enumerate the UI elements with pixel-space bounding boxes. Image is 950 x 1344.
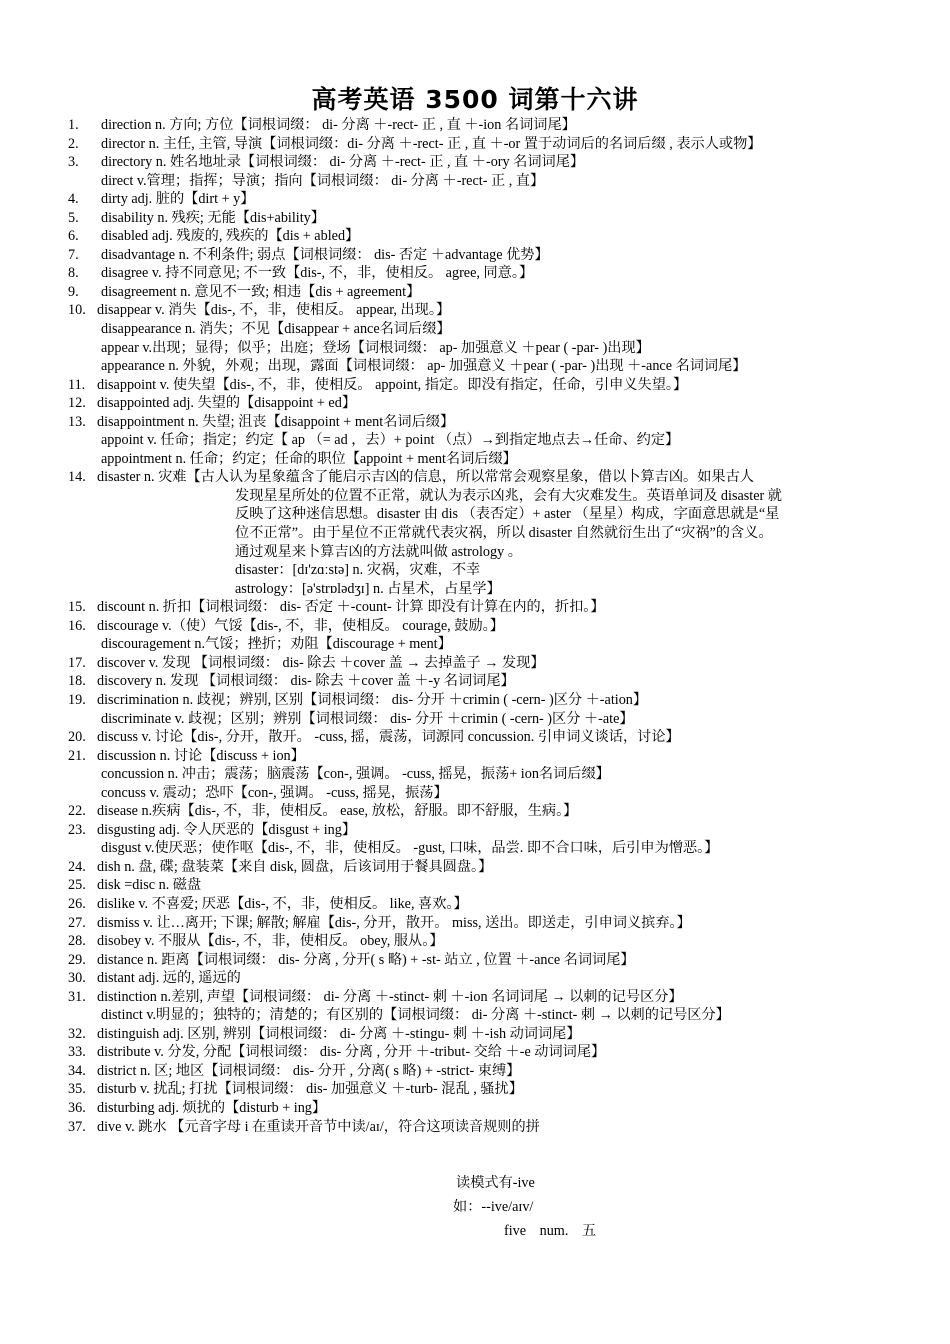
entry-number: 35. — [68, 1081, 86, 1098]
entry-line — [68, 431, 898, 450]
entry-line — [68, 765, 898, 784]
entry-subword: direct v.管理；指挥；导演；指向【词根词缀： di- 分离 ＋-rect- 正 , 直】 — [101, 172, 545, 189]
entry-line — [68, 246, 898, 265]
entry-line — [68, 951, 898, 970]
entry-text: disappointment n. 失望; 沮丧【disappoint + ment名词后缀】 — [97, 413, 455, 430]
entry-number: 34. — [68, 1062, 86, 1079]
entry-text: distribute v. 分发, 分配【词根词缀： dis- 分离 , 分开 ＋-tribut- 交给 ＋-e 动词词尾】 — [97, 1044, 606, 1061]
entry-line — [68, 598, 898, 617]
entry-number: 10. — [68, 302, 86, 319]
entry-text: disobey v. 不服从【dis-, 不，非，使相反。 obey, 服从。】 — [97, 933, 444, 950]
entry-text: disagreement n. 意见不一致; 相违【dis + agreement】 — [101, 283, 421, 300]
entry-text: directory n. 姓名地址录【词根词缀： di- 分离 ＋-rect- 正 , 直 ＋-ory 名词词尾】 — [101, 154, 585, 171]
entry-subword: appoint v. 任命；指定；约定【 ap （= ad ，去）+ point （点）→到指定地点去→任命、约定】 — [101, 432, 680, 449]
entry-line — [68, 487, 898, 506]
entry-subword: discriminate v. 歧视；区别；辨别【词根词缀： dis- 分开 ＋crimin ( -cern- )区分 ＋-ate】 — [101, 710, 634, 727]
entry-line — [68, 301, 898, 320]
entry-text: distinguish adj. 区别, 辨别【词根词缀： di- 分离 ＋-stingu- 刺 ＋-ish 动词词尾】 — [97, 1025, 581, 1042]
entry-line — [68, 1025, 898, 1044]
entry-line — [68, 505, 898, 524]
entry-number: 5. — [68, 209, 79, 226]
entry-line — [68, 914, 898, 933]
entry-text: dismiss v. 让…离开; 下课; 解散; 解雇【dis-, 分开，散开。 miss, 送出。即送走，引申词义摈弃。】 — [97, 914, 691, 931]
entry-line — [68, 802, 898, 821]
entry-line — [68, 561, 898, 580]
entry-line — [68, 357, 898, 376]
entry-number: 31. — [68, 988, 86, 1005]
entry-line — [68, 543, 898, 562]
entry-text: disappear v. 消失【dis-, 不，非，使相反。 appear, 出现。】 — [97, 302, 451, 319]
entry-line — [68, 728, 898, 747]
entry-text: disaster n. 灾难【古人认为星象蕴含了能启示吉凶的信息，所以常常会观察星象，借以卜算吉凶。如果古人 — [97, 469, 754, 486]
entry-text: disappointed adj. 失望的【disappoint + ed】 — [97, 395, 357, 412]
entry-line — [68, 283, 898, 302]
entry-number: 32. — [68, 1025, 86, 1042]
entry-number: 2. — [68, 135, 79, 152]
entry-text: distance n. 距离【词根词缀： dis- 分离 , 分开( s 略) + -st- 站立 , 位置 ＋-ance 名词词尾】 — [97, 951, 635, 968]
entry-continuation: 位不正常”。由于星位不正常就代表灾祸，所以 disaster 自然就衍生出了“灾祸”的含义。 — [235, 525, 773, 542]
entry-line — [68, 135, 898, 154]
entry-line — [68, 580, 898, 599]
entry-text: disability n. 残疾; 无能【dis+ability】 — [101, 209, 325, 226]
entry-line — [68, 895, 898, 914]
entry-line — [68, 635, 898, 654]
entry-text: disabled adj. 残废的, 残疾的【dis + abled】 — [101, 228, 360, 245]
entry-line — [68, 1006, 898, 1025]
entry-number: 23. — [68, 821, 86, 838]
entry-number: 16. — [68, 617, 86, 634]
entry-subword: disappearance n. 消失；不见【disappear + ance名词后缀】 — [101, 321, 451, 338]
entry-number: 4. — [68, 191, 79, 208]
entry-line — [68, 1080, 898, 1099]
entry-number: 9. — [68, 283, 79, 300]
entry-text: distant adj. 远的, 遥远的 — [97, 970, 241, 987]
entry-line — [68, 876, 898, 895]
entry-text: dish n. 盘, 碟; 盘装菜【来自 disk, 圆盘，后该词用于餐具圆盘。】 — [97, 858, 493, 875]
entry-number: 14. — [68, 469, 86, 486]
entry-line — [68, 969, 898, 988]
entry-subword: concuss v. 震动；恐吓【con-, 强调。 -cuss, 摇晃，振荡】 — [101, 784, 448, 801]
entry-number: 12. — [68, 395, 86, 412]
entry-line — [68, 654, 898, 673]
entry-continuation: 通过观星来卜算吉凶的方法就叫做 astrology 。 — [235, 543, 522, 560]
entry-text: disappoint v. 使失望【dis-, 不，非，使相反。 appoint, 指定。即没有指定，任命，引申义失望。】 — [97, 376, 688, 393]
entry-subword: disgust v.使厌恶；使作呕【dis-, 不，非，使相反。 -gust, 口味，品尝. 即不合口味，后引申为憎恶。】 — [101, 840, 719, 857]
entry-text: discuss v. 讨论【dis-, 分开，散开。 -cuss, 摇，震荡，词源同 concussion. 引申词义谈话，讨论】 — [97, 729, 680, 746]
entry-number: 28. — [68, 933, 86, 950]
entry-text: director n. 主任, 主管, 导演【词根词缀：di- 分离 ＋-rect- 正 , 直 ＋-or 置于动词后的名词后缀 , 表示人或物】 — [101, 135, 762, 152]
entry-subword: appearance n. 外貌，外观；出现，露面【词根词缀： ap- 加强意义 ＋pear ( -par- )出现 ＋-ance 名词词尾】 — [101, 358, 747, 375]
entry-text: distinction n.差别, 声望【词根词缀： di- 分离 ＋-stinct- 刺 ＋-ion 名词词尾 → 以刺的记号区分】 — [97, 988, 683, 1005]
entry-number: 7. — [68, 246, 79, 263]
entry-subword: concussion n. 冲击；震荡；脑震荡【con-, 强调。 -cuss, 摇晃，振荡+ ion名词后缀】 — [101, 766, 610, 783]
entry-line — [68, 153, 898, 172]
entry-line — [68, 264, 898, 283]
entry-text: dive v. 跳水 【元音字母 i 在重读开音节中读/aɪ/，符合这项读音规则的拼 — [97, 1118, 540, 1135]
entry-text: discrimination n. 歧视；辨别, 区别【词根词缀： dis- 分开 ＋crimin ( -cern- )区分 ＋-ation】 — [97, 691, 648, 708]
entry-number: 18. — [68, 673, 86, 690]
entry-number: 25. — [68, 877, 86, 894]
entry-text: discourage v.（使）气馁【dis-, 不，非，使相反。 courage, 鼓励。】 — [97, 617, 504, 634]
entry-text: discover v. 发现 【词根词缀： dis- 除去 ＋cover 盖 → 去掉盖子 → 发现】 — [97, 654, 545, 671]
entry-number: 26. — [68, 895, 86, 912]
entry-line — [68, 116, 898, 135]
entry-line — [68, 858, 898, 877]
entry-line — [68, 784, 898, 803]
entry-line — [68, 988, 898, 1007]
entry-line — [68, 691, 898, 710]
word-list — [68, 116, 898, 1136]
entry-text: district n. 区; 地区【词根词缀： dis- 分开 , 分离( s 略) + -strict- 束缚】 — [97, 1062, 521, 1079]
entry-text: disease n.疾病【dis-, 不，非，使相反。 ease, 放松，舒服。即不舒服，生病。】 — [97, 803, 578, 820]
entry-line — [68, 450, 898, 469]
entry-line — [68, 209, 898, 228]
entry-line — [68, 932, 898, 951]
entry-text: discovery n. 发现 【词根词缀： dis- 除去 ＋cover 盖 ＋-y 名词词尾】 — [97, 673, 515, 690]
entry-line — [68, 376, 898, 395]
entry-line — [68, 394, 898, 413]
entry-subword: discouragement n.气馁；挫折；劝阻【discourage + ment】 — [101, 636, 452, 653]
entry-text: discussion n. 讨论【discuss + ion】 — [97, 747, 305, 764]
entry-number: 3. — [68, 154, 79, 171]
page-title: 高考英语 3500 词第十六讲 — [311, 85, 639, 114]
entry-line — [68, 839, 898, 858]
tail-line-1: 读模式有-ive — [456, 1175, 535, 1191]
entry-number: 13. — [68, 413, 86, 430]
entry-number: 24. — [68, 858, 86, 875]
entry-line — [68, 821, 898, 840]
entry-text: disturbing adj. 烦扰的【disturb + ing】 — [97, 1099, 327, 1116]
entry-line — [68, 747, 898, 766]
entry-text: disadvantage n. 不利条件; 弱点【词根词缀： dis- 否定 ＋advantage 优势】 — [101, 246, 549, 263]
entry-number: 37. — [68, 1118, 86, 1135]
entry-number: 20. — [68, 729, 86, 746]
entry-text: direction n. 方向; 方位【词根词缀： di- 分离 ＋-rect- 正 , 直 ＋-ion 名词词尾】 — [101, 117, 576, 133]
entry-line — [68, 1062, 898, 1081]
entry-line — [68, 1043, 898, 1062]
entry-number: 17. — [68, 654, 86, 671]
entry-continuation: disaster：[dɪ'zɑːstə] n. 灾祸，灾难，不幸 — [235, 562, 481, 579]
entry-number: 36. — [68, 1099, 86, 1116]
entry-text: discount n. 折扣【词根词缀： dis- 否定 ＋-count- 计算 即没有计算在内的，折扣。】 — [97, 599, 605, 616]
tail-line-2: 如：--ive/aɪv/ — [453, 1199, 534, 1215]
entry-line — [68, 710, 898, 729]
entry-subword: distinct v.明显的；独特的；清楚的；有区别的【词根词缀： di- 分离 ＋-stinct- 刺 → 以刺的记号区分】 — [101, 1007, 730, 1024]
tail-line-3: five num. 五 — [504, 1223, 597, 1239]
entry-line — [68, 227, 898, 246]
entry-text: disk =disc n. 磁盘 — [97, 877, 202, 894]
entry-subword: appear v.出现；显得；似乎；出庭；登场【词根词缀： ap- 加强意义 ＋pear ( -par- )出现】 — [101, 339, 650, 356]
entry-continuation: 发现星星所处的位置不正常，就认为表示凶兆，会有大灾难发生。英语单词及 disaster 就 — [235, 487, 782, 504]
entry-text: dirty adj. 脏的【dirt + y】 — [101, 191, 255, 208]
entry-number: 33. — [68, 1044, 86, 1061]
entry-continuation: 反映了这种迷信思想。disaster 由 dis （表否定）+ aster （星星）构成，字面意思就是“星 — [235, 506, 780, 523]
entry-number: 15. — [68, 599, 86, 616]
entry-text: disagree v. 持不同意见; 不一致【dis-, 不，非，使相反。 agree, 同意。】 — [101, 265, 534, 282]
entry-number: 30. — [68, 970, 86, 987]
entry-line — [68, 468, 898, 487]
entry-line — [68, 1118, 898, 1137]
entry-text: disturb v. 扰乱; 打扰【词根词缀： dis- 加强意义 ＋-turb- 混乱 , 骚扰】 — [97, 1081, 523, 1098]
entry-line — [68, 172, 898, 191]
entry-number: 8. — [68, 265, 79, 282]
entry-number: 11. — [68, 376, 86, 393]
entry-number: 1. — [68, 117, 79, 133]
entry-line — [68, 672, 898, 691]
entry-line — [68, 413, 898, 432]
entry-number: 21. — [68, 747, 86, 764]
entry-line — [68, 524, 898, 543]
entry-subword: appointment n. 任命；约定；任命的职位【appoint + ment名词后缀】 — [101, 450, 517, 467]
entry-number: 27. — [68, 914, 86, 931]
entry-line — [68, 320, 898, 339]
entry-line — [68, 1099, 898, 1118]
entry-text: disgusting adj. 令人厌恶的【disgust + ing】 — [97, 821, 357, 838]
entry-number: 29. — [68, 951, 86, 968]
entry-continuation: astrology：[ə'strɒlədʒɪ] n. 占星术，占星学】 — [235, 580, 501, 597]
entry-number: 22. — [68, 803, 86, 820]
entry-number: 6. — [68, 228, 79, 245]
entry-line — [68, 617, 898, 636]
entry-line — [68, 190, 898, 209]
entry-text: dislike v. 不喜爱; 厌恶【dis-, 不，非，使相反。 like, 喜欢。】 — [97, 895, 468, 912]
entry-line — [68, 339, 898, 358]
entry-number: 19. — [68, 691, 86, 708]
